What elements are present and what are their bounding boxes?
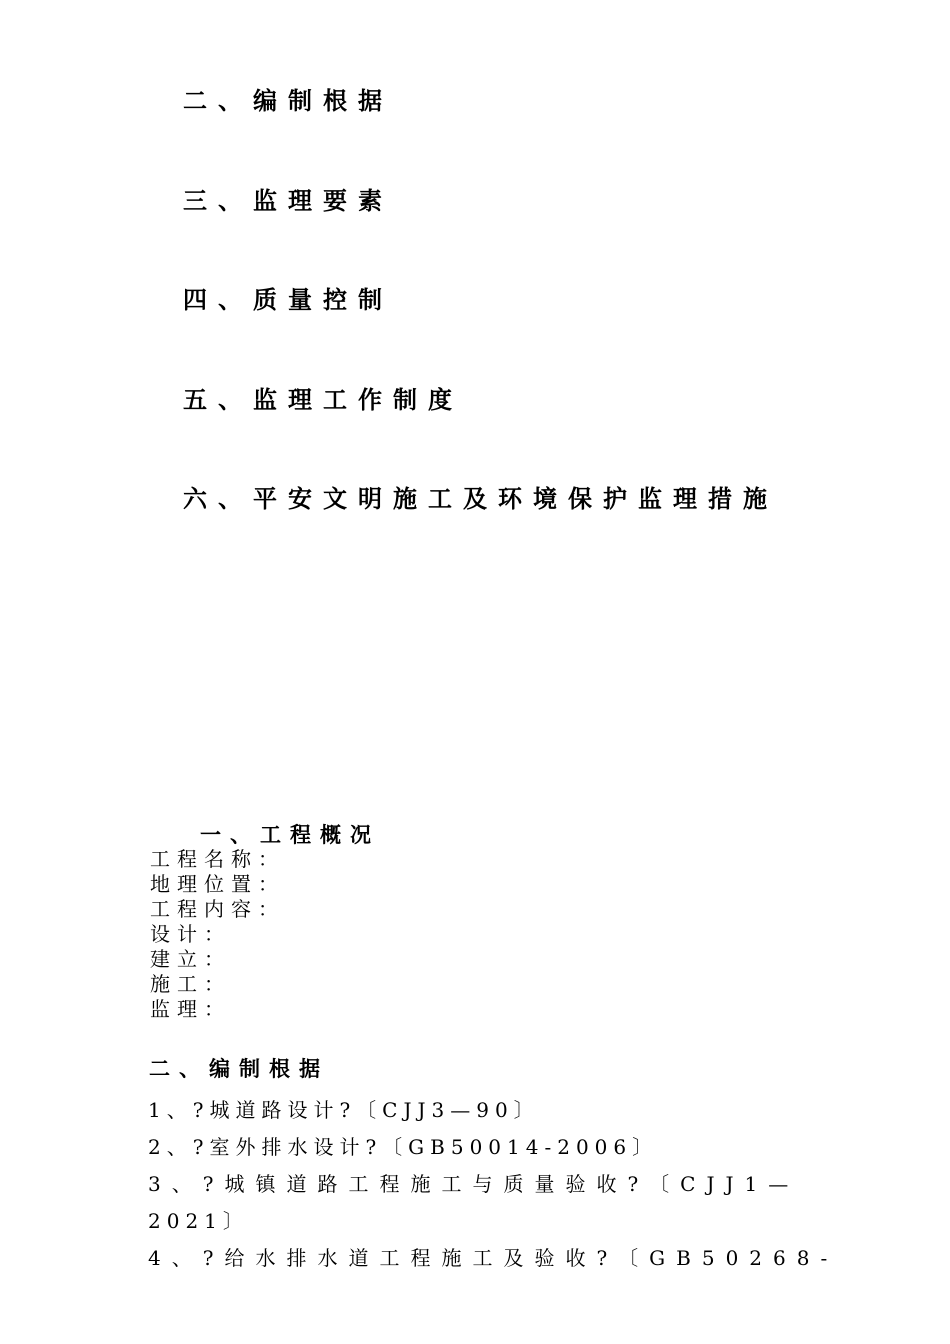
section-title-project-overview: 一、工程概况 [200, 823, 380, 847]
info-line-design: 设计： [150, 922, 231, 946]
toc-item-supervision-elements: 三、监理要素 [183, 187, 393, 215]
toc-item-quality-control: 四、质量控制 [183, 286, 393, 314]
toc-item-basis: 二、编制根据 [183, 87, 393, 115]
info-line-construction-unit: 建立： [150, 947, 231, 971]
reference-item: 4、?给水排水道工程施工及验收?〔GB50268- [148, 1246, 839, 1270]
section-title-basis: 二、编制根据 [149, 1057, 329, 1081]
info-line-project-content: 工程内容： [150, 897, 285, 921]
project-info-list [150, 847, 285, 1022]
reference-item: 1、?城道路设计?〔CJJ3—90〕 [148, 1098, 540, 1122]
reference-item-continuation: 2021〕 [148, 1209, 249, 1233]
info-line-contractor: 施工： [150, 972, 231, 996]
info-line-location: 地理位置： [150, 872, 285, 896]
info-line-supervisor: 监理： [150, 997, 231, 1021]
toc-item-work-system: 五、监理工作制度 [183, 386, 463, 414]
reference-list [148, 1092, 839, 1277]
reference-item: 3、?城镇道路工程施工与质量验收?〔CJJ1— [148, 1172, 800, 1196]
toc-item-safety-environment: 六、平安文明施工及环境保护监理措施 [183, 485, 778, 513]
info-line-project-name: 工程名称： [150, 847, 285, 871]
reference-item: 2、?室外排水设计?〔GB50014-2006〕 [148, 1135, 659, 1159]
